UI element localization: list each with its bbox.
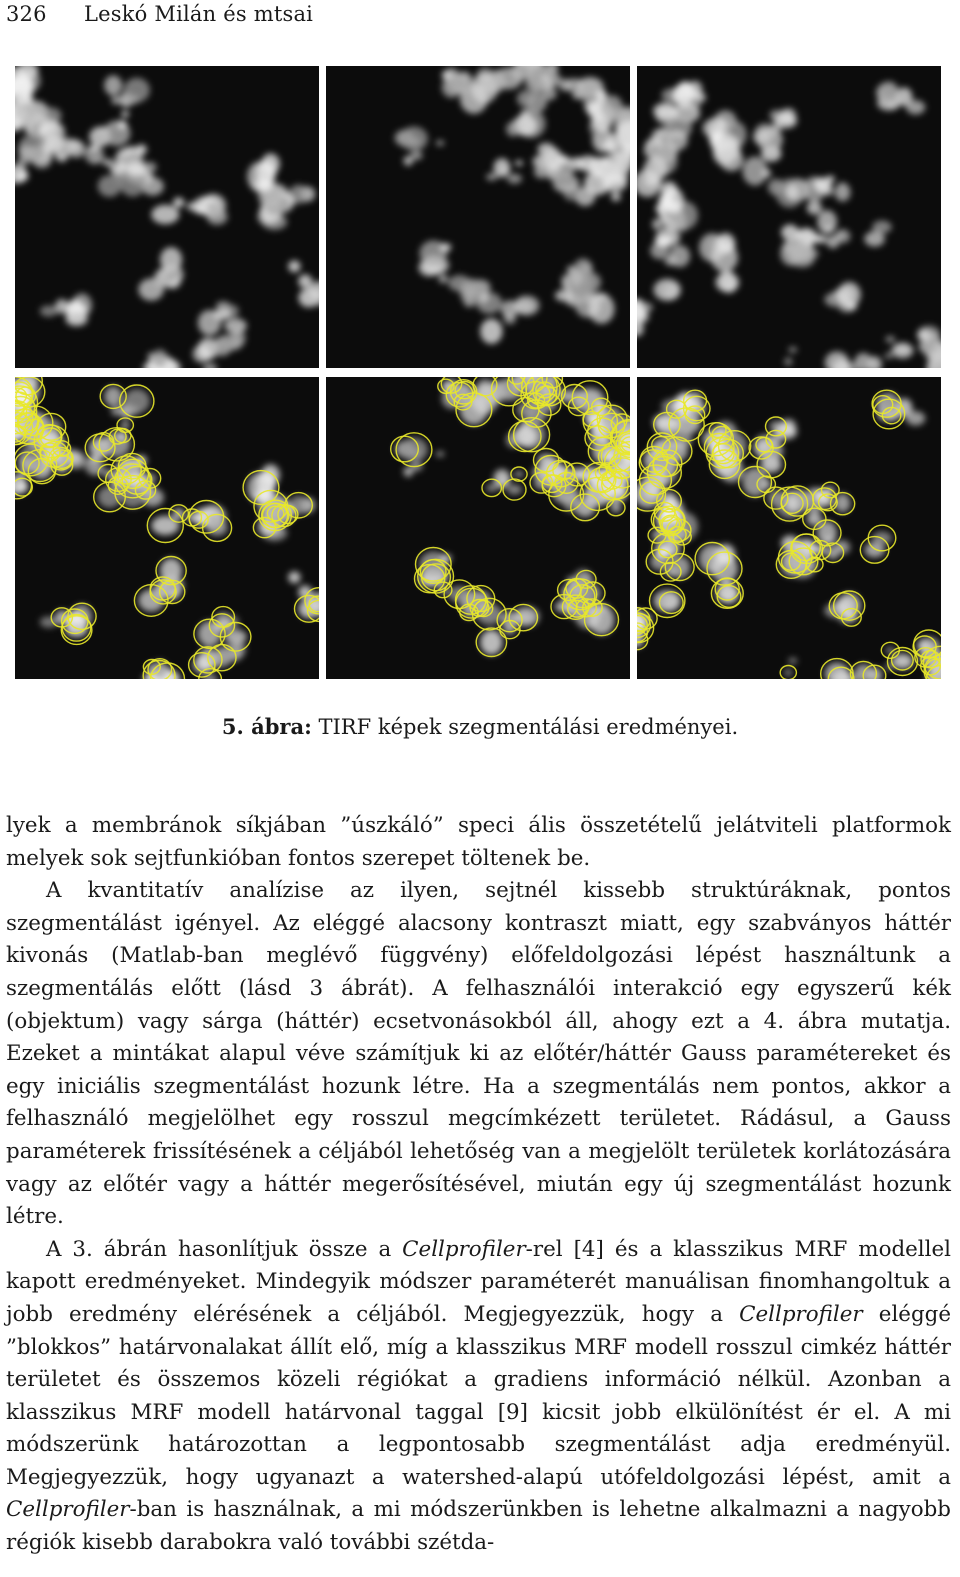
tirf-image-3	[637, 66, 941, 368]
paragraph-3-part-c: eléggé ”blokkos” határvonalakat állít elő, míg a klasszikus MRF modell rosszul cimkéz háttér területet és összemos közeli régiókat a gradiens információ nélkül. Azonban a klasszikus MRF modell határvonal taggal [9] kicsit jobb elkülönítést ér el. A mi módszerünk határozottan a legpontosabb szegmentálást adja eredményül. Megjegyezzük, hogy ugyanazt a watershed-alapú utófeldolgozási lépést, amit a	[6, 1301, 951, 1490]
cellprofiler-term-3: Cellprofiler	[6, 1497, 130, 1523]
figure-caption-text: TIRF képek szegmentálási eredményei.	[311, 715, 739, 739]
paragraph-3-part-b: -rel [4] és a klasszikus MRF modellel kapott eredményeket. Mindegyik módszer paraméterét manuálisan finomhangoltuk a jobb eredmény elérésének a céljából. Megjegyezzük, hogy a	[6, 1236, 951, 1327]
tirf-segmentation-2-picture	[326, 377, 630, 679]
tirf-image-2	[326, 66, 630, 368]
paragraph-2: A kvantitatív analízise az ilyen, sejtnél kissebb struktúráknak, pontos szegmentálást igényel. Az eléggé alacsony kontraszt miatt, egy szabványos háttér kivonás (Matlab-ban meglévő függvény) előfeldolgozási lépést használtunk a szegmentálás előtt (lásd 3 ábrát). A felhasználói interakció egy egyszerű kék (objektum) vagy sárga (háttér) ecsetvonásokból áll, ahogy ezt a 4. ábra mutatja. Ezeket a mintákat alapul véve számítjuk ki az előtér/háttér Gauss paramétereket és egy iniciális szegmentálást hozunk létre. Ha a szegmentálás nem pontos, akkor a felhasználó megjelölhet egy rosszul megcímkézett területet. Rádásul, a Gauss paraméterek frissítésének a céljából lehetőség van a megjelölt területek korlátozására vagy az előtér vagy a háttér megerősítésével, miután egy új szegmentálást hozunk létre.	[6, 878, 951, 1230]
tirf-image-1-picture	[15, 66, 319, 368]
tirf-image-1	[15, 66, 319, 368]
cellprofiler-term-2: Cellprofiler	[739, 1301, 863, 1327]
running-header-authors: Leskó Milán és mtsai	[84, 2, 314, 26]
tirf-segmentation-3-picture	[637, 377, 941, 679]
tirf-segmentation-2	[326, 377, 630, 679]
paragraph-3	[6, 1234, 951, 1560]
tirf-segmentation-1-picture	[15, 377, 319, 679]
paragraph-3-part-a: A 3. ábrán hasonlítjuk össze a	[46, 1236, 403, 1262]
tirf-image-3-picture	[637, 66, 941, 368]
paragraph-1: lyek a membránok síkjában ”úszkáló” speci ális összetételű jelátviteli platformok melyek sok sejtfunkióban fontos szerepet töltenek be.	[6, 813, 951, 871]
tirf-segmentation-3	[637, 377, 941, 679]
figure-caption-label: 5. ábra:	[221, 714, 312, 739]
cellprofiler-term-1: Cellprofiler	[402, 1236, 526, 1262]
tirf-image-2-picture	[326, 66, 630, 368]
figure-5-grid	[15, 66, 941, 679]
tirf-segmentation-1	[15, 377, 319, 679]
body-text	[6, 810, 951, 1560]
paragraph-3-part-d: -ban is használnak, a mi módszerünkben is lehetne alkalmazni a nagyobb régiók kisebb darabokra való további szétda-	[6, 1497, 951, 1556]
page-number: 326	[6, 2, 47, 26]
running-header	[6, 2, 313, 26]
figure-caption	[0, 714, 960, 739]
